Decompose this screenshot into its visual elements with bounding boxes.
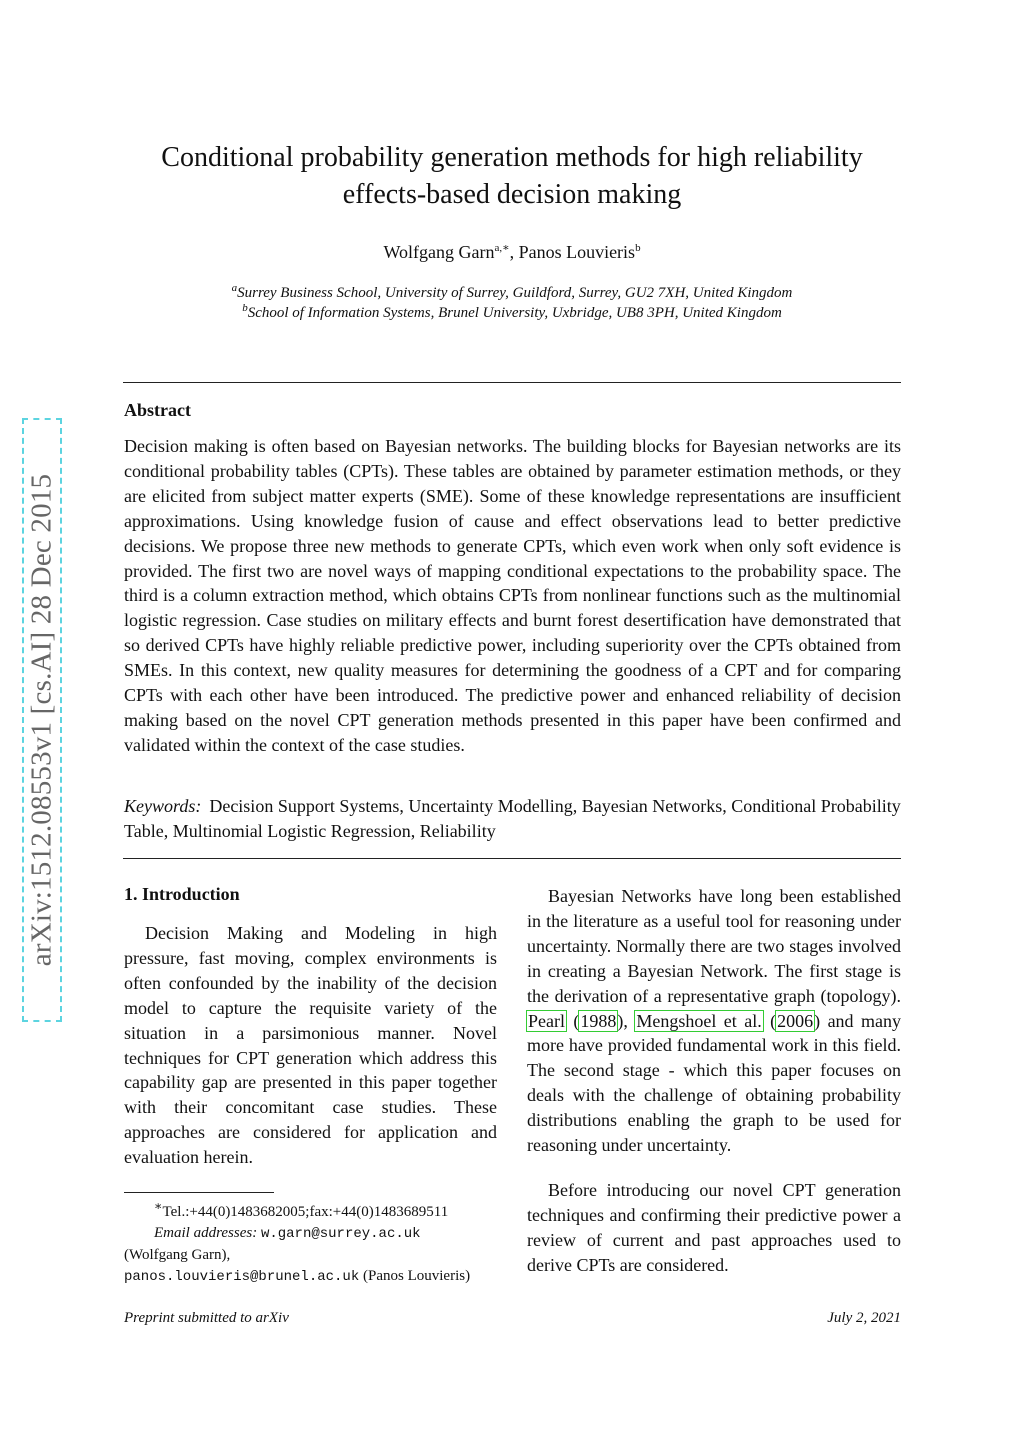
footnote-email2-line <box>124 1266 497 1288</box>
citation-link-1988[interactable]: 1988 <box>580 1010 617 1031</box>
bottom-rule <box>123 858 901 859</box>
paragraph-text: Bayesian Networks have long been established in the literature as a useful tool for reasoning under uncertainty. Normally there are two stages involved in creating a Bayesian Network. The first stage is the derivation of a representative graph (topology). <box>527 886 901 1006</box>
footnote-mark: ∗ <box>154 1199 163 1213</box>
arxiv-stamp <box>22 418 62 1022</box>
footnote-tel-line <box>124 1196 497 1223</box>
arxiv-id: arXiv:1512.08553v1 [cs.AI] 28 Dec 2015 <box>25 473 58 967</box>
authors <box>100 241 924 263</box>
affiliation-mark: b <box>242 302 248 314</box>
intro-paragraph: Decision Making and Modeling in high pressure, fast moving, complex environments is often confounded by the inability of the decision model to capture the requisite variety of the situation in a parsimonious manner. Novel techniques for CPT generation which address this capability gap are presented in this paper together with their concomitant case studies. These approaches are considered for application and evaluation herein. <box>124 923 497 1168</box>
affiliation-text: School of Information Systems, Brunel University, Uxbridge, UB8 3PH, United Kingdom <box>247 305 782 321</box>
abstract-text: Decision making is often based on Bayesian networks. The building blocks for Bayesian networks are its conditional probability tables (CPTs). These tables are obtained by parameter estimation methods, or they are elicited from subject matter experts (SME). Some of these knowledge representations are insufficient approximations. Using knowledge fusion of cause and effect observations lead to better predictive decisions. We propose three new methods to generate CPTs, which even work when only soft evidence is provided. The first two are novel ways of mapping conditional expectations to the probability space. The third is a column extraction method, which obtains CPTs from nonlinear functions such as the multinomial logistic regression. Case studies on military effects and burnt forest desertification have demonstrated that so derived CPTs have highly reliable predictive power, including superiority over the CPTs obtained from SMEs. In this context, new quality measures for determining the goodness of a CPT and for comparing CPTs with each other have been introduced. The predictive power and enhanced reliability of decision making based on the novel CPT generation methods presented in this paper have been confirmed and validated within the context of the case studies. <box>124 436 901 755</box>
author-separator: , <box>509 242 519 262</box>
intro-paragraph: Before introducing our novel CPT generation techniques and confirming their predictive power a review of current and past approaches used to derive CPTs are considered. <box>527 1179 901 1275</box>
intro-right-column <box>527 884 901 1278</box>
author-1-affil-mark: a,∗ <box>494 242 510 254</box>
section-heading: 1. Introduction <box>124 884 240 904</box>
affiliation-mark: a <box>231 282 238 294</box>
author-2-affil-mark: b <box>635 242 641 254</box>
title-line-2: effects-based decision making <box>342 179 682 210</box>
email-link-2[interactable]: panos.louvieris@brunel.ac.uk <box>124 1269 360 1285</box>
paren: ( <box>565 1010 580 1031</box>
email-owner-1: (Wolfgang Garn), <box>124 1247 231 1263</box>
citation-link-2006[interactable]: 2006 <box>777 1010 814 1031</box>
footnote-email-line <box>124 1223 497 1245</box>
affiliation-b <box>100 302 924 322</box>
footnote <box>124 1196 497 1288</box>
affiliation-a <box>100 282 924 302</box>
abstract-heading: Abstract <box>124 400 191 420</box>
intro-left-column <box>124 921 497 1170</box>
email-owner-2: (Panos Louvieris) <box>363 1268 471 1284</box>
footnote-tel: Tel.:+44(0)1483682005;fax:+44(0)1483689511 <box>162 1204 449 1220</box>
keywords-label: Keywords: <box>124 796 202 816</box>
paragraph-text: ) and many more have provided fundamental work in this field. The second stage - which this paper focuses on deals with the challenge of obtaining probability distributions enabling the graph to be used for reasoning under uncertainty. <box>527 1010 901 1156</box>
email-label: Email addresses: <box>154 1225 258 1241</box>
paren: ), <box>617 1010 636 1031</box>
top-rule <box>123 382 901 383</box>
keywords <box>124 794 901 844</box>
footer-preprint: Preprint submitted to arXiv <box>124 1310 289 1326</box>
paren: ( <box>762 1010 777 1031</box>
email-link-1[interactable]: w.garn@surrey.ac.uk <box>260 1226 421 1242</box>
keywords-list: Decision Support Systems, Uncertainty Modelling, Bayesian Networks, Conditional Probability Table, Multinomial Logistic Regression, Reliability <box>124 796 901 841</box>
author-1: Wolfgang Garn <box>383 242 495 262</box>
title-line-1: Conditional probability generation methods for high reliability <box>161 142 863 173</box>
citation-link-pearl[interactable]: Pearl <box>528 1010 565 1031</box>
intro-paragraph <box>527 884 901 1158</box>
footnote-rule <box>124 1192 274 1193</box>
paper-title <box>100 139 924 213</box>
citation-link-mengshoel[interactable]: Mengshoel et al. <box>636 1010 762 1031</box>
author-2: Panos Louvieris <box>518 242 636 262</box>
footer-date: July 2, 2021 <box>827 1310 901 1326</box>
affiliation-text: Surrey Business School, University of Surrey, Guildford, Surrey, GU2 7XH, United Kingdom <box>237 285 793 301</box>
